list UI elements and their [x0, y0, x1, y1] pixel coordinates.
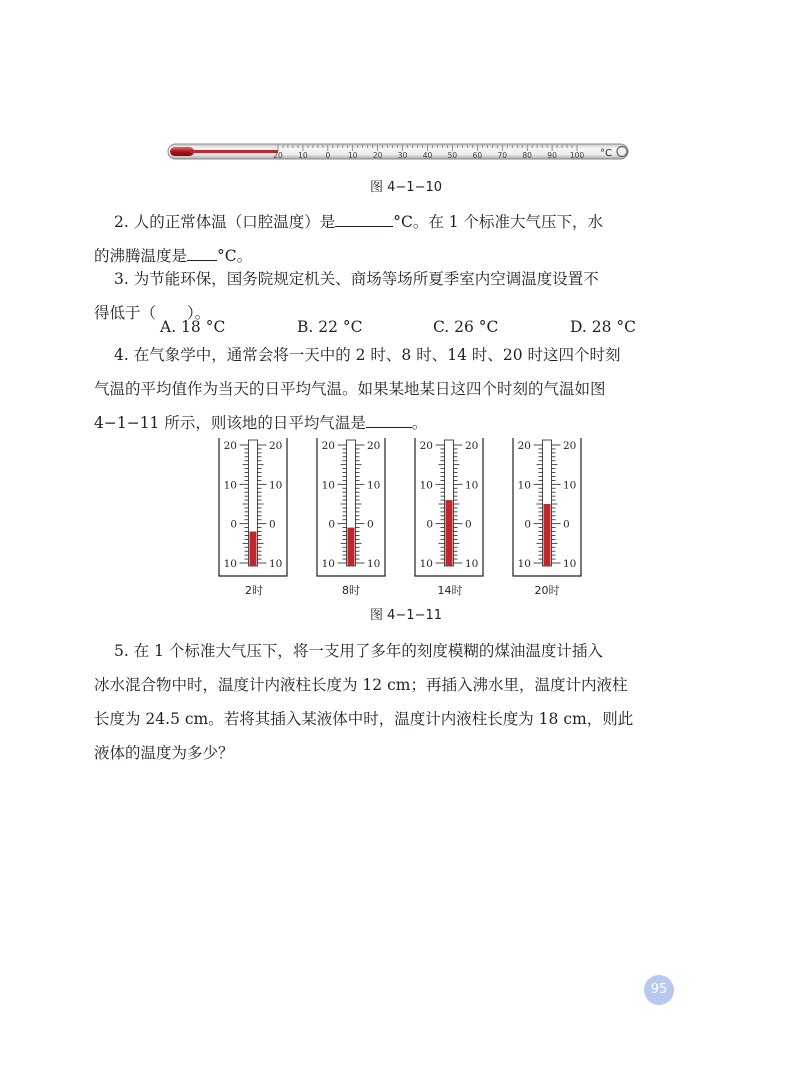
- answer-blank-body-temp[interactable]: [335, 210, 393, 227]
- thermometer-liquid-column: [250, 532, 257, 566]
- question-4-line-1: 4. 在气象学中，通常会将一天中的 2 时、8 时、14 时、20 时这四个时刻: [114, 346, 621, 364]
- question-5-line-1: 5. 在 1 个标准大气压下，将一支用了多年的刻度模糊的煤油温度计插入: [114, 642, 603, 660]
- question-3-line-1: 3. 为节能环保，国务院规定机关、商场等场所夏季室内空调温度设置不: [114, 270, 599, 288]
- scale-label: 10: [563, 558, 577, 570]
- thermometer-label-20h: 20时: [534, 584, 560, 597]
- choice-c[interactable]: C. 26 °C: [433, 318, 499, 336]
- scale-label: 10: [269, 479, 283, 492]
- thermometer-liquid-column: [190, 150, 278, 153]
- thermometer-figure-4-1-11: [200, 432, 600, 582]
- scale-label: 0: [325, 151, 331, 160]
- scale-label: 10: [563, 479, 577, 492]
- scale-label: 0: [269, 518, 276, 531]
- scale-label: 20: [372, 151, 383, 160]
- scale-label: 0: [465, 518, 472, 531]
- thermometer-liquid-column: [446, 500, 453, 566]
- thermometer-label-2h: 2时: [245, 584, 263, 597]
- scale-label: 10: [517, 479, 531, 492]
- question-2-text-d: °C。: [217, 247, 253, 265]
- scale-label: 0: [524, 518, 531, 531]
- scale-label: 20: [223, 440, 237, 452]
- scale-label: 10: [419, 558, 433, 570]
- scale-label: 0: [426, 518, 433, 531]
- scale-label: 0: [328, 518, 335, 531]
- scale-label: 10: [465, 558, 479, 570]
- vertical-thermometer-8h: [317, 438, 385, 576]
- scale-label: 10: [367, 479, 381, 492]
- scale-label: 20: [269, 440, 283, 452]
- question-4: [94, 338, 690, 440]
- scale-label: 50: [447, 151, 458, 160]
- vertical-thermometer-14h: [415, 438, 483, 576]
- thermometer-liquid-column: [544, 504, 551, 566]
- question-4-line-2: 气温的平均值作为当天的日平均气温。如果某地某日这四个时刻的气温如图: [94, 380, 606, 398]
- scale-label: 10: [321, 558, 335, 570]
- scale-label: 10: [321, 479, 335, 492]
- scale-label: 20: [465, 440, 479, 452]
- scale-label: 10: [367, 558, 381, 570]
- scale-label: 20: [517, 440, 531, 452]
- scale-label: 100: [569, 151, 585, 160]
- scale-label: 20: [273, 151, 283, 160]
- scale-label: 20: [367, 440, 381, 452]
- question-2-text-a: 2. 人的正常体温（口腔温度）是: [114, 213, 336, 231]
- scale-label: 10: [223, 558, 237, 570]
- scale-label: 80: [522, 151, 532, 160]
- scale-label: 0: [230, 518, 237, 531]
- scale-label: 90: [547, 151, 557, 160]
- choice-d[interactable]: D. 28 °C: [570, 318, 636, 336]
- vertical-thermometer-2h: [219, 438, 287, 576]
- question-5-line-4: 液体的温度为多少？: [94, 744, 234, 762]
- choice-b[interactable]: B. 22 °C: [297, 318, 363, 336]
- scale-label: 60: [472, 151, 483, 160]
- scale-label: 10: [269, 558, 283, 570]
- scale-label: 20: [563, 440, 577, 452]
- question-2-text-c: 的沸腾温度是: [94, 247, 188, 265]
- question-4-line-3b: 。: [411, 414, 428, 432]
- scale-label: 10: [419, 479, 433, 492]
- question-5-line-2: 冰水混合物中时，温度计内液柱长度为 12 cm；再插入沸水里，温度计内液柱: [94, 676, 628, 694]
- figure-caption-4-1-10: 图 4−1−10: [370, 180, 443, 195]
- scale-label: 10: [465, 479, 479, 492]
- thermometer-liquid-column: [348, 528, 355, 566]
- scale-label: 20: [321, 440, 335, 452]
- scale-label: 70: [497, 151, 508, 160]
- scale-label: 0: [367, 518, 374, 531]
- choice-a[interactable]: A. 18 °C: [160, 318, 226, 336]
- question-5: [94, 634, 690, 770]
- scale-label: 10: [298, 151, 308, 160]
- answer-blank-boiling-temp[interactable]: [187, 244, 217, 261]
- celsius-unit: °C: [600, 148, 612, 159]
- scale-label: 10: [223, 479, 237, 492]
- scale-label: 10: [517, 558, 531, 570]
- thermometer-label-8h: 8时: [342, 584, 360, 597]
- answer-blank-average-temp[interactable]: [366, 411, 412, 428]
- scale-label: 30: [397, 151, 408, 160]
- scale-label: 40: [422, 151, 433, 160]
- question-4-line-3a: 4−1−11 所示，则该地的日平均气温是: [94, 414, 366, 432]
- scale-label: 10: [347, 151, 358, 160]
- question-3-line-2: 得低于（ ）。: [94, 304, 211, 322]
- scale-label: 20: [419, 440, 433, 452]
- page-number-badge: 95: [644, 975, 674, 1005]
- figure-caption-4-1-11: 图 4−1−11: [370, 608, 443, 623]
- scale-label: 0: [563, 518, 570, 531]
- thermometer-label-14h: 14时: [437, 584, 463, 597]
- question-2-text-b: °C。在 1 个标准大气压下，水: [393, 213, 604, 231]
- question-5-line-3: 长度为 24.5 cm。若将其插入某液体中时，温度计内液柱长度为 18 cm，则此: [94, 710, 634, 728]
- vertical-thermometer-20h: [513, 438, 581, 576]
- horizontal-thermometer: [160, 134, 640, 170]
